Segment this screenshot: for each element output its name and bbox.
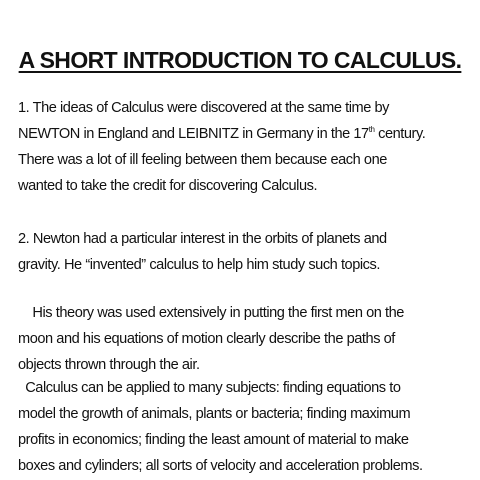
paragraph-line: 2. Newton had a particular interest in the orbits of planets and xyxy=(18,231,387,247)
paragraph-line: 1. The ideas of Calculus were discovered at the same time by xyxy=(18,100,390,116)
paragraph-applications-moon xyxy=(18,300,470,378)
paragraph-newton xyxy=(18,226,470,278)
paragraph-line-text: NEWTON in England and LEIBNITZ in Germany in the 17 xyxy=(18,126,369,142)
paragraph-line: objects thrown through the air. xyxy=(18,357,200,373)
slide-title: A SHORT INTRODUCTION TO CALCULUS. xyxy=(18,47,462,73)
paragraph-applications-subjects xyxy=(18,375,470,479)
paragraph-line: boxes and cylinders; all sorts of velocity and acceleration problems. xyxy=(18,458,423,474)
paragraph-line: There was a lot of ill feeling between them because each one xyxy=(18,152,387,168)
paragraph-line: model the growth of animals, plants or bacteria; finding maximum xyxy=(18,406,411,422)
paragraph-history xyxy=(18,95,470,199)
paragraph-line-text: century. xyxy=(374,126,426,142)
paragraph-line: wanted to take the credit for discovering Calculus. xyxy=(18,178,318,194)
ordinal-superscript: th xyxy=(368,125,375,135)
paragraph-line: gravity. He “invented” calculus to help him study such topics. xyxy=(18,257,380,273)
paragraph-line: moon and his equations of motion clearly describe the paths of xyxy=(18,331,395,347)
paragraph-line: Calculus can be applied to many subjects: finding equations to xyxy=(18,380,401,396)
paragraph-line-with-superscript xyxy=(18,121,470,147)
paragraph-line: His theory was used extensively in putting the first men on the xyxy=(18,305,404,321)
paragraph-line: profits in economics; finding the least amount of material to make xyxy=(18,432,409,448)
